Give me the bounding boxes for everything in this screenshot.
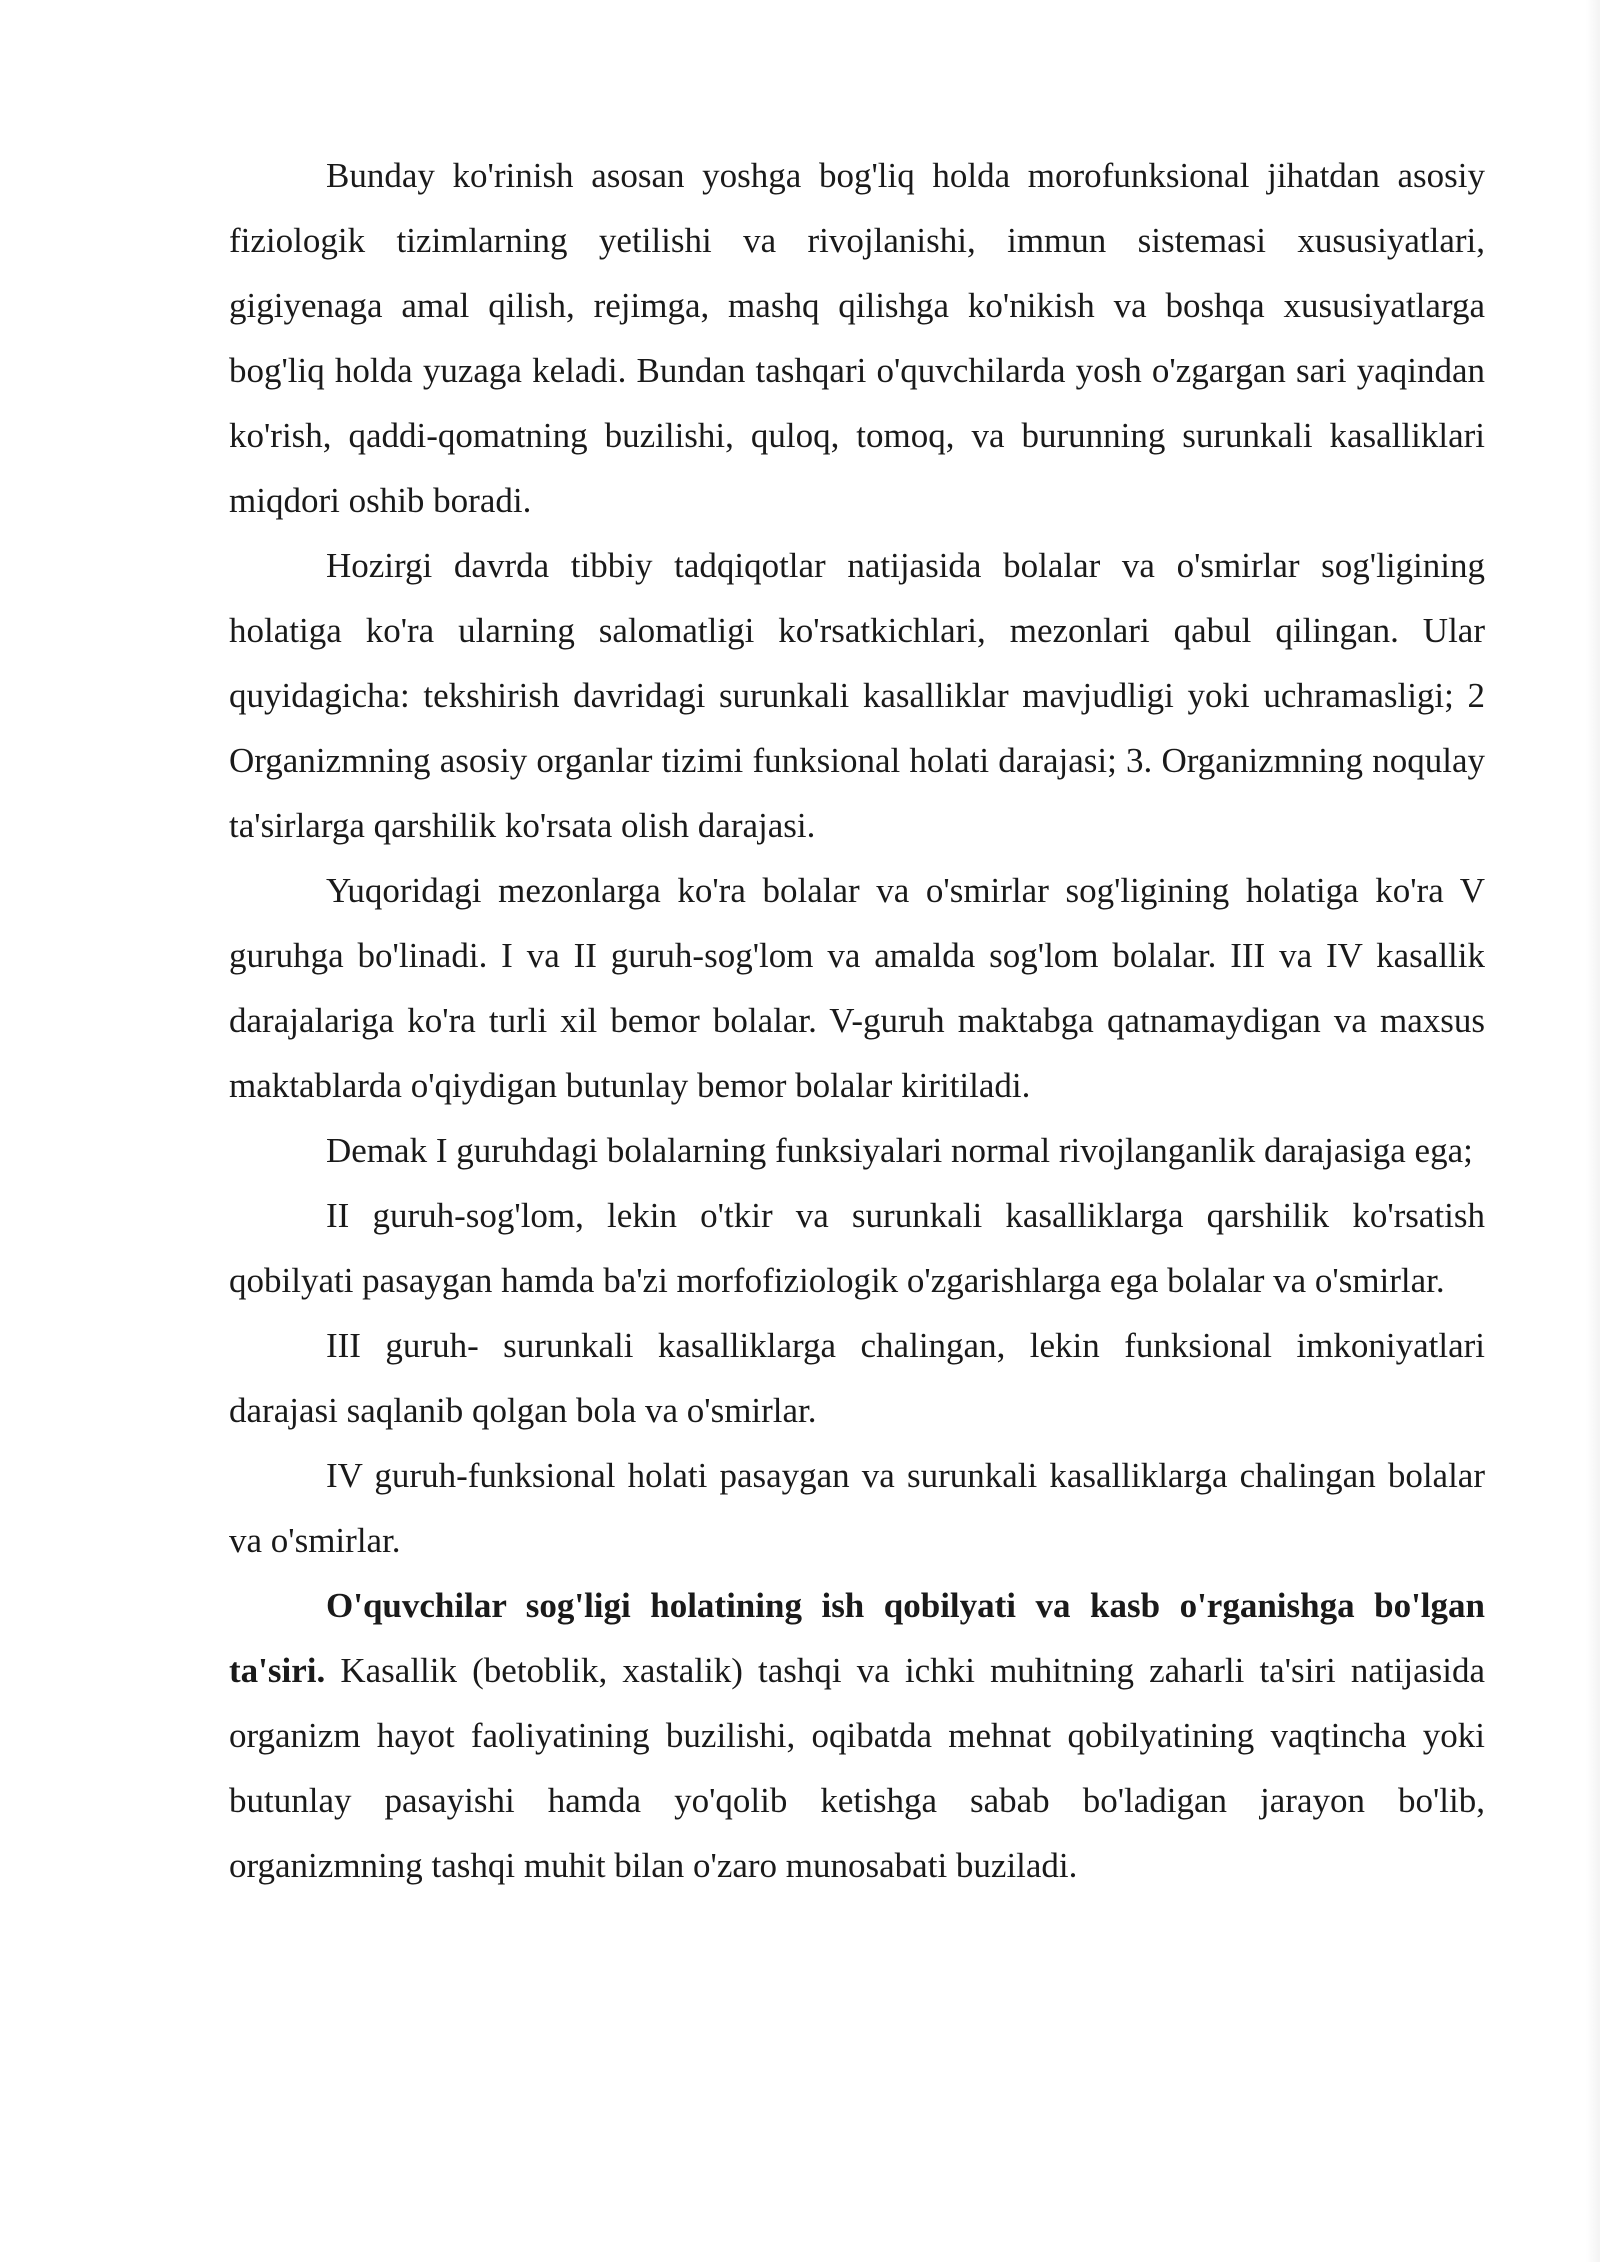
document-body bbox=[229, 143, 1485, 1898]
paragraph-3: Yuqoridagi mezonlarga ko'ra bolalar va o'smirlar sog'ligining holatiga ko'ra V guruhga bo'linadi. I va II guruh-sog'lom va amalda sog'lom bolalar. III va IV kasallik darajalariga ko'ra turli xil bemor bolalar. V-guruh maktabga qatnamaydigan va maxsus maktablarda o'qiydigan butunlay bemor bolalar kiritiladi. bbox=[229, 871, 1485, 1105]
paragraph-1: Bunday ko'rinish asosan yoshga bog'liq holda morofunksional jihatdan asosiy fiziologik tizimlarning yetilishi va rivojlanishi, immun sistemasi xususiyatlari, gigiyenaga amal qilish, rejimga, mashq qilishga ko'nikish va boshqa xususiyatlarga bog'liq holda yuzaga keladi. Bundan tashqari o'quvchilarda yosh o'zgargan sari yaqindan ko'rish, qaddi-qomatning buzilishi, quloq, tomoq, va burunning surunkali kasalliklari miqdori oshib boradi. bbox=[229, 156, 1485, 520]
paragraph-7: IV guruh-funksional holati pasaygan va surunkali kasalliklarga chalingan bolalar va o'smirlar. bbox=[229, 1456, 1485, 1560]
paragraph-4: Demak I guruhdagi bolalarning funksiyalari normal rivojlanganlik darajasiga ega; bbox=[326, 1131, 1473, 1170]
page-edge-shadow bbox=[1586, 0, 1600, 2262]
paragraph-2: Hozirgi davrda tibbiy tadqiqotlar natijasida bolalar va o'smirlar sog'ligining holatiga ko'ra ularning salomatligi ko'rsatkichlari, mezonlari qabul qilingan. Ular quyidagicha: tekshirish davridagi surunkali kasalliklar mavjudligi yoki uchramasligi; 2 Organizmning asosiy organlar tizimi funksional holati darajasi; 3. Organizmning noqulay ta'sirlarga qarshilik ko'rsata olish darajasi. bbox=[229, 546, 1485, 845]
paragraph-8 bbox=[229, 1573, 1485, 1898]
section-heading: O'quvchilar sog'ligi holatining ish qobilyati va kasb o'rganishga bo'lgan ta'siri. bbox=[229, 1586, 1485, 1690]
paragraph-8-text: Kasallik (betoblik, xastalik) tashqi va ichki muhitning zaharli ta'siri natijasida organizm hayot faoliyatining buzilishi, oqibatda mehnat qobilyatining vaqtincha yoki butunlay pasayishi hamda yo'qolib ketishga sabab bo'ladigan jarayon bo'lib, organizmning tashqi muhit bilan o'zaro munosabati buziladi. bbox=[229, 1651, 1485, 1885]
paragraph-5: II guruh-sog'lom, lekin o'tkir va surunkali kasalliklarga qarshilik ko'rsatish qobilyati pasaygan hamda ba'zi morfofiziologik o'zgarishlarga ega bolalar va o'smirlar. bbox=[229, 1196, 1485, 1300]
paragraph-6: III guruh- surunkali kasalliklarga chalingan, lekin funksional imkoniyatlari darajasi saqlanib qolgan bola va o'smirlar. bbox=[229, 1326, 1485, 1430]
